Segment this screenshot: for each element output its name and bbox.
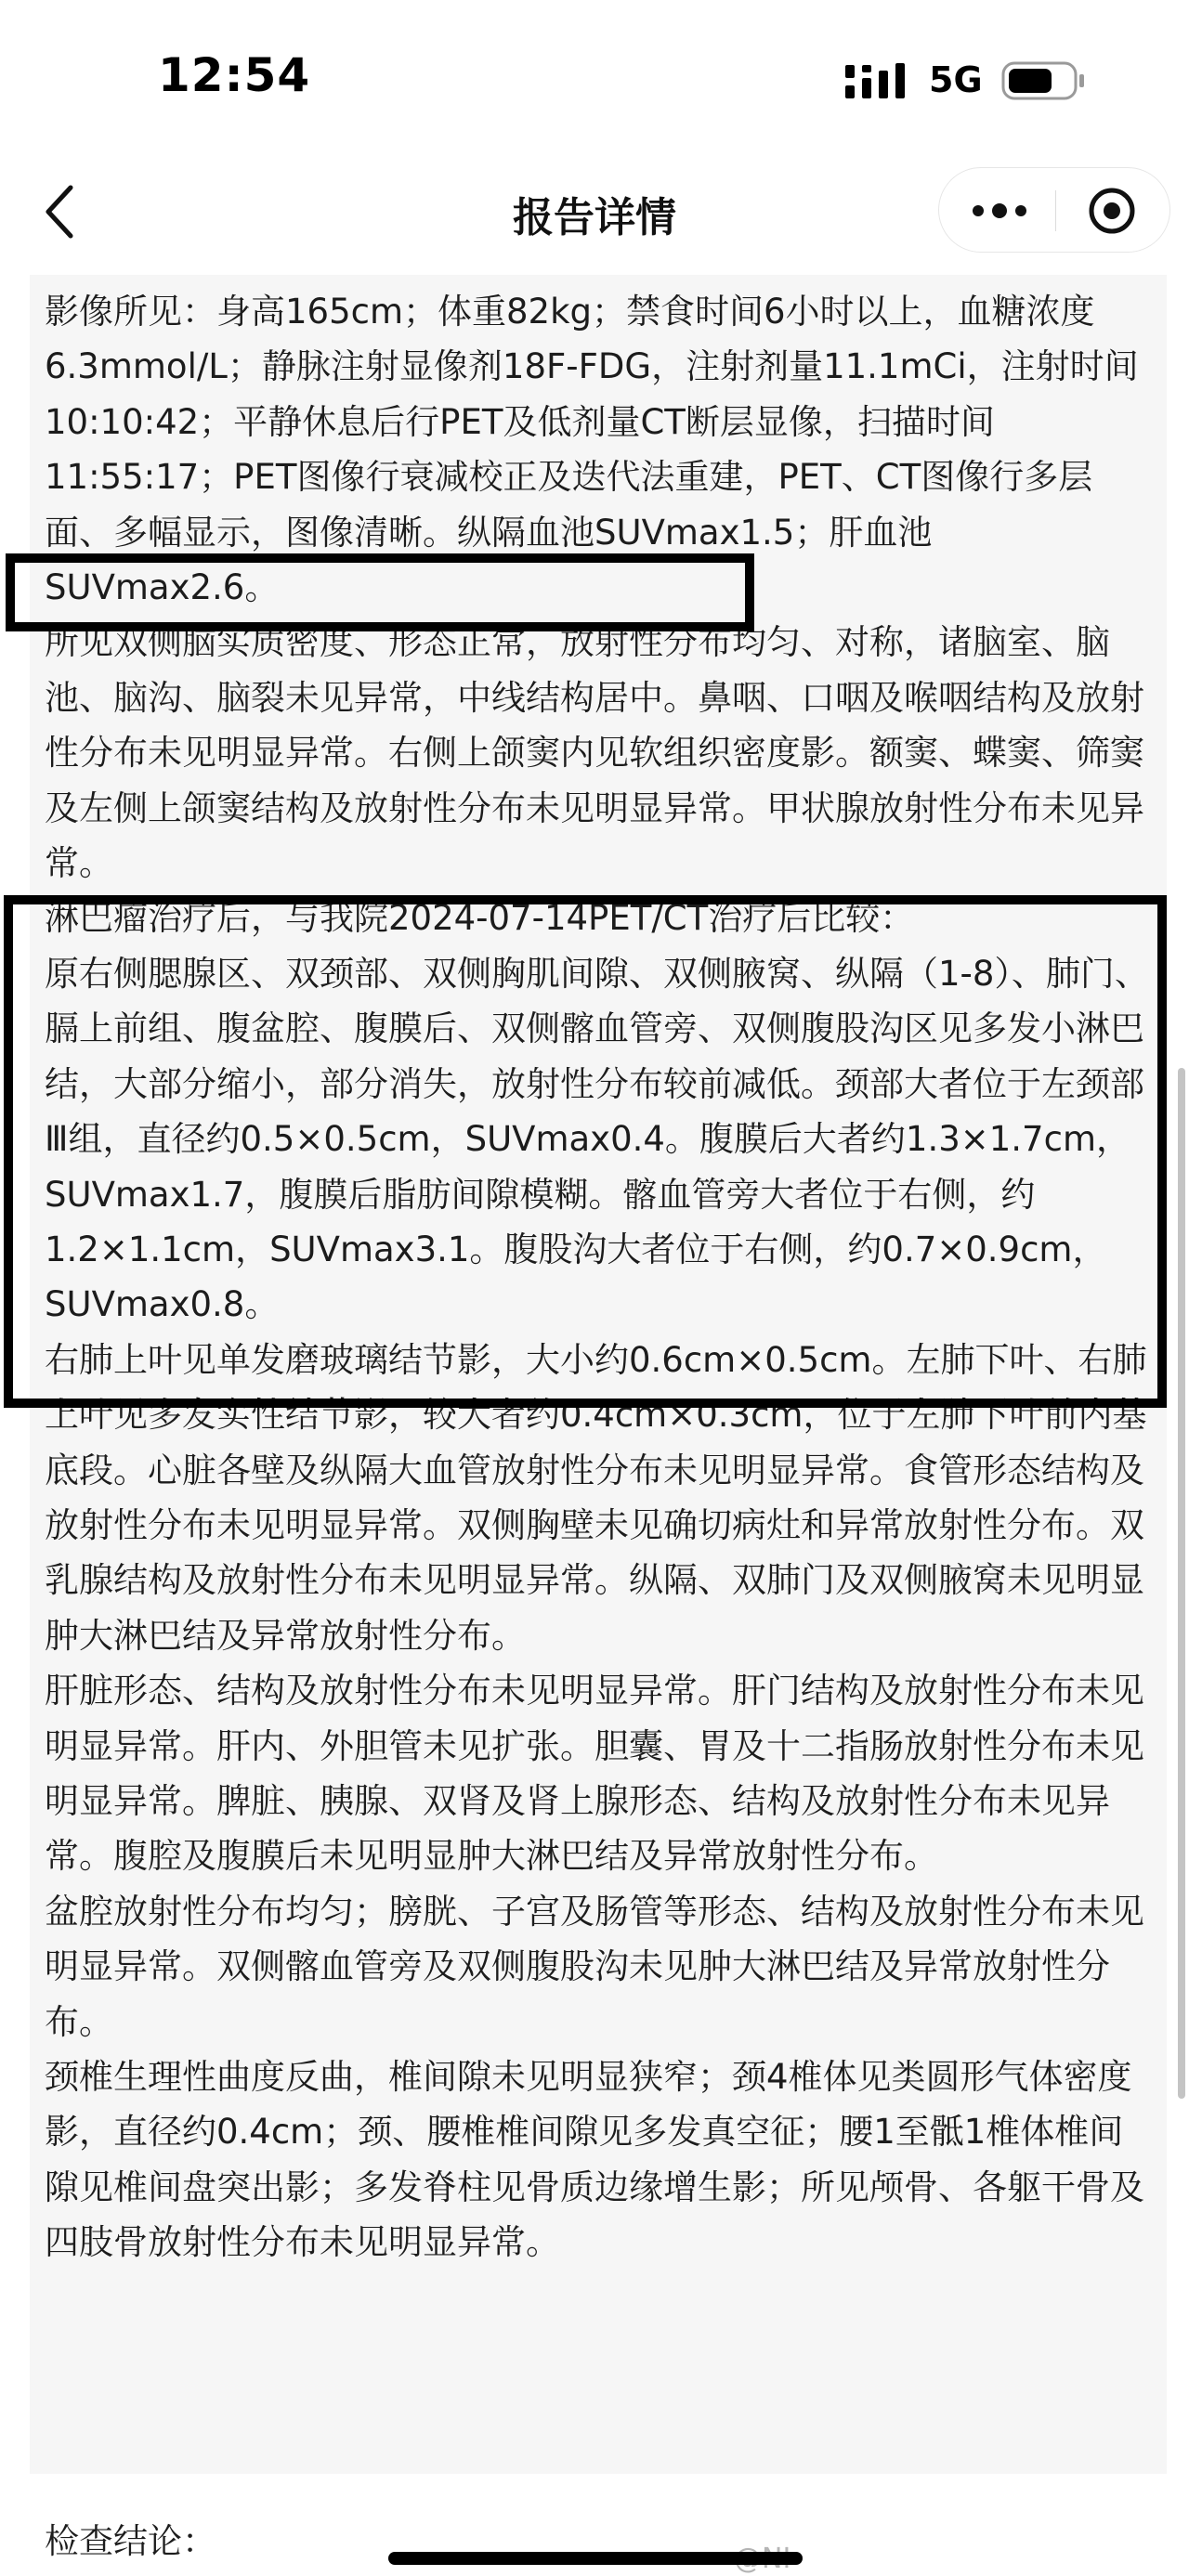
- network-label: 5G: [929, 59, 983, 100]
- home-indicator[interactable]: [388, 2552, 803, 2565]
- status-bar: [0, 0, 1189, 158]
- signal-bars-icon: [843, 61, 908, 100]
- scrollbar-thumb[interactable]: [1178, 1068, 1185, 2099]
- report-findings-text: 影像所见：身高165cm；体重82kg；禁食时间6小时以上，血糖浓度6.3mmol/L；静脉注射显像剂18F-FDG，注射剂量11.1mCi，注射时间10:10:42；平静休息后行PET及低剂量CT断层显像，扫描时间11:55:17；PET图像行衰减校正及迭代法重建，PET、CT图像行多层面、多幅显示，图像清晰。纵隔血池SUVmax1.5；肝血池SUVmax2.6。 所见双侧脑实质密度、形态正常，放射性分布均匀、对称，诸脑室、脑池、脑沟、脑裂未见异常，中线结构居中。鼻咽、口咽及喉咽结构及放射性分布未见明显异常。右侧上颌窦内见软组织密度影。额窦、蝶窦、筛窦及左侧上颌窦结构及放射性分布未见明显异常。甲状腺放射性分布未见异常。 淋巴瘤治疗后，与我院2024-07-14PET/CT治疗后比较： 原右侧腮腺区、双颈部、双侧胸肌间隙、双侧腋窝、纵隔（1-8）、肺门、膈上前组、腹盆腔、腹膜后、双侧髂血管旁、双侧腹股沟区见多发小淋巴结，大部分缩小，部分消失，放射性分布较前减低。颈部大者位于左颈部Ⅲ组，直径约0.5×0.5cm，SUVmax0.4。腹膜后大者约1.3×1.7cm，SUVmax1.7，腹膜后脂肪间隙模糊。髂血管旁大者位于右侧，约1.2×1.1cm，SUVmax3.1。腹股沟大者位于右侧，约0.7×0.9cm，SUVmax0.8。 右肺上叶见单发磨玻璃结节影，大小约0.6cm×0.5cm。左肺下叶、右肺上叶见多发实性结节影，较大者约0.4cm×0.3cm，位于左肺下叶前内基底段。心脏各壁及纵隔大血管放射性分布未见明显异常。食管形态结构及放射性分布未见明显异常。双侧胸壁未见确切病灶和异常放射性分布。双乳腺结构及放射性分布未见明显异常。纵隔、双肺门及双侧腋窝未见明显肿大淋巴结及异常放射性分布。 肝脏形态、结构及放射性分布未见明显异常。肝门结构及放射性分布未见明显异常。肝内、外胆管未见扩张。胆囊、胃及十二指肠放射性分布未见明显异常。脾脏、胰腺、双肾及肾上腺形态、结构及放射性分布未见异常。腹腔及腹膜后未见明显肿大淋巴结及异常放射性分布。 盆腔放射性分布均匀；膀胱、子宫及肠管等形态、结构及放射性分布未见明显异常。双侧髂血管旁及双侧腹股沟未见肿大淋巴结及异常放射性分布。 颈椎生理性曲度反曲，椎间隙未见明显狭窄；颈4椎体见类圆形气体密度影，直径约0.4cm；颈、腰椎椎间隙见多发真空征；腰1至骶1椎体椎间隙见椎间盘突出影；多发脊柱见骨质边缘增生影；所见颅骨、各躯干骨及四肢骨放射性分布未见明显异常。: [45, 292, 1149, 2263]
- highlight-box-lymphoma-comparison: [4, 895, 1167, 1408]
- mini-program-capsule: [938, 167, 1170, 253]
- highlight-box-blood-pool: [6, 553, 754, 631]
- conclusion-label: 检查结论：: [45, 2521, 216, 2561]
- battery-icon: [1001, 59, 1087, 102]
- nav-bar: [0, 158, 1189, 266]
- status-time: 12:54: [158, 48, 311, 102]
- more-dots-icon[interactable]: [967, 192, 1032, 229]
- target-circle-icon[interactable]: [1086, 185, 1138, 237]
- capsule-divider: [1055, 190, 1056, 231]
- page-title: 报告详情: [513, 194, 676, 241]
